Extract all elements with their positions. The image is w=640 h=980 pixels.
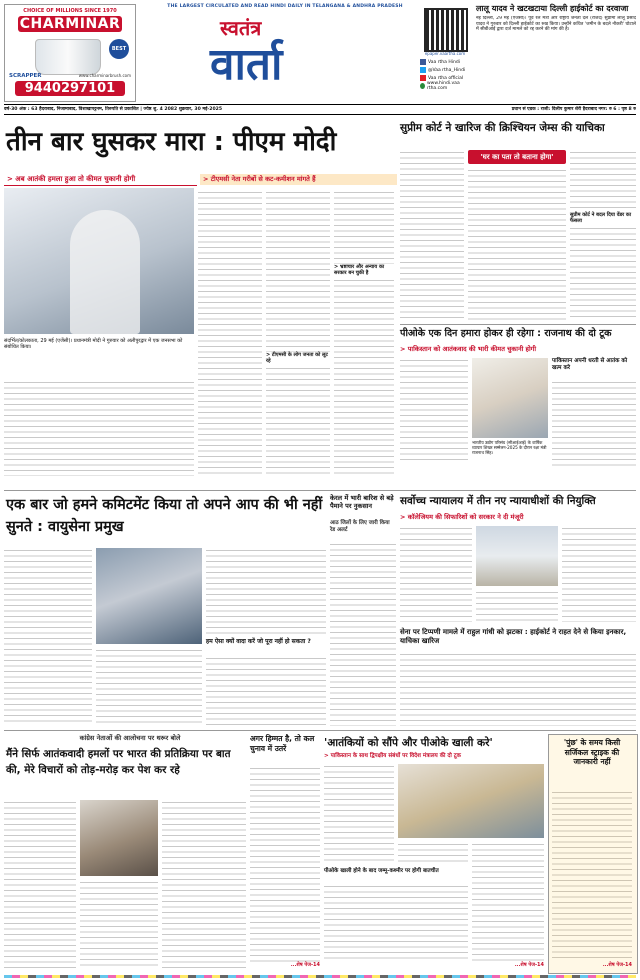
scraper-image (35, 39, 101, 75)
price-info: प्रधान सं एडक : राजी: दिलीप कुमार शेरी हैदराबाद नगर: रु 6 : पृष्ठ 8 रु (511, 107, 636, 112)
ad-website: www.charminarbrush.com (78, 73, 131, 78)
tharoor-col-1 (4, 800, 76, 970)
lead-caption: संदर्भित/कोलकाता, 29 मई (एजेंसी)। प्रधानमंत्री मोदी ने गुरुवार को अलीपुरद्वार में एक जनसभा को संबोधित किया। (4, 338, 183, 350)
iaf-chief-photo (96, 548, 202, 644)
lalu-headline: लालू यादव ने खटखटाया दिल्ली हाईकोर्ट का दरवाजा (476, 4, 629, 13)
kerala-headline[interactable]: केरल में भारी बारिश से बड़े पैमाने पर नुकसान (330, 494, 394, 510)
lead-col-4 (334, 190, 394, 476)
charminar-ad[interactable] (4, 4, 136, 102)
social-facebook[interactable] (420, 58, 472, 66)
sc-divider (400, 324, 636, 325)
lead-headline[interactable]: तीन बार घुसकर मारा : पीएम मोदी (6, 127, 337, 157)
info-strip-bottom (4, 114, 636, 115)
pak-col-2 (398, 842, 468, 864)
iaf-col-3 (206, 548, 326, 636)
info-strip (4, 104, 636, 105)
punch-body (552, 790, 632, 960)
masthead-logo (170, 14, 420, 90)
sc-col-3 (570, 150, 636, 210)
mid-divider (4, 490, 636, 491)
hawa-headline[interactable]: अगर हिम्मत है, तो कल चुनाव में उतरें (250, 734, 315, 753)
tharoor-kicker: कांग्रेस नेताओं की आलोचना पर थरूर बोले (79, 734, 181, 742)
judges-col-3 (562, 526, 636, 622)
pak-headline[interactable]: 'आतंकियों को सौंपे और पीओके खाली करे' (324, 737, 493, 749)
tharoor-photo (80, 800, 158, 876)
iaf-col-3b (206, 656, 326, 726)
lead-caption-more (4, 380, 194, 476)
ad-phone[interactable]: 9440297101 (15, 81, 125, 96)
iaf-headline[interactable]: एक बार जो हमने कमिटमेंट किया तो अपने आप की भी नहीं सुनते : वायुसेना प्रमुख (6, 497, 323, 535)
sc-sub: सुप्रीम कोर्ट ने बदल दिया वेंडर का फैसला (570, 212, 632, 224)
supreme-court-photo (476, 526, 558, 586)
hawa-body (250, 766, 320, 962)
sc-col-1 (400, 150, 464, 320)
pok-kicker: > पाकिस्तान को आतंकवाद की भारी कीमत चुकानी होगी (400, 345, 536, 353)
pak-kicker: > पाकिस्तान के साथ द्विपक्षीय संबंधों पर विदेश मंत्रालय की दो टूक (324, 753, 461, 759)
ad-tagline: CHOICE OF MILLIONS SINCE 1970 (23, 8, 117, 14)
pok-col-3 (552, 380, 636, 470)
social-links (420, 58, 472, 90)
social-twitter-label: @Vaa rtha_Hindi (428, 67, 466, 73)
judges-headline[interactable]: सर्वोच्च न्यायालय में तीन नए न्यायाधीशों की नियुक्ति (400, 495, 596, 507)
youtube-icon (420, 75, 426, 81)
sc-col-3b (570, 226, 636, 320)
rahul-body (400, 652, 636, 726)
lead-sub-2: > टीएमसी के लोग जनता को लूट रहे (266, 352, 330, 364)
ad-product: SCRAPPER (9, 73, 42, 79)
judges-col-2 (476, 590, 558, 622)
mea-spokesperson-photo (398, 764, 544, 838)
sc-headline[interactable]: सुप्रीम कोर्ट ने खारिज की क्रिश्चियन जेम्स की याचिका (400, 122, 605, 134)
tharoor-col-2 (80, 880, 158, 970)
modi-figure (70, 210, 140, 334)
lead-kicker-left: > अब आतंकी हमला हुआ तो कीमत चुकानी होगी (4, 174, 197, 186)
ad-brand: CHARMINAR (19, 16, 121, 32)
lalu-story (476, 4, 636, 104)
punch-headline[interactable]: 'पुंछ' के समय किसी सर्जिकल स्ट्राइक की जानकारी नहीं (563, 738, 621, 766)
pak-col-1b (324, 884, 468, 962)
lalu-body: नई दिल्ली, 29 मई (एजेंसी)। पूर्व रेल मंत्री और राष्ट्रीय जनता दल (राजद) सुप्रीमो लालू प्रसाद यादव ने गुरुवार को दिल्ली हाईकोर्ट का रुख किया। उन्होंने कथित 'जमीन के बदले नौकरी' घोटाले में सीबीआई द्वारा दर्ज मामले को रद्द करने की मांग की है। (476, 16, 636, 33)
pok-col-1 (400, 358, 468, 464)
lead-kicker-right: > टीएमसी नेता गरीबों से कट-कमीशन मांगते हैं (200, 174, 397, 185)
qr-code-icon[interactable] (424, 8, 468, 52)
judges-kicker: > कॉलेजियम की सिफारिशों को सरकार ने दी मंजूरी (400, 513, 524, 521)
lead-col-3 (266, 190, 330, 476)
pok-headline[interactable]: पीओके एक दिन हमारा होकर ही रहेगा : राजनाथ की दो टूक (400, 328, 612, 339)
lead-sub-3: > भ्रष्टाचार और अन्याय का सरकार बन चुकी है (334, 264, 394, 276)
hawa-cont[interactable]: ...शेष पेज-14 (290, 962, 320, 968)
sc-quote: 'घर का पता तो बताना होगा' (468, 150, 566, 164)
pak-sub: पीओके खाली होने के बाद जम्मू-कश्मीर पर होगी बातचीत (324, 868, 439, 874)
kerala-body (330, 542, 396, 726)
registration-strip (4, 975, 636, 978)
best-badge-icon: BEST (109, 39, 129, 59)
masthead-title-a: स्वतंत्र (220, 16, 262, 40)
punch-cont[interactable]: ...शेष पेज-14 (602, 962, 632, 968)
pak-cont[interactable]: ...शेष पेज-14 (514, 962, 544, 968)
pok-caption: भारतीय उद्योग परिसंघ (सीआईआई) के वार्षिक व्यापार शिखर सम्मेलन-2025 के दौरान रक्षा मंत्री राजनाथ सिंह। (472, 440, 547, 455)
kerala-sub: आठ जिलों के लिए जारी किया रेड अलर्ट (330, 520, 390, 533)
lower-divider (4, 730, 636, 731)
social-twitter[interactable] (420, 66, 472, 74)
judges-sub[interactable]: सेना पर टिप्पणी मामले में राहुल गांधी को झटका : हाईकोर्ट ने राहत देने से किया इनकार, याचिका खारिज (400, 628, 627, 645)
masthead-title-b: वार्ता (210, 39, 283, 90)
twitter-icon (420, 67, 426, 73)
tharoor-headline[interactable]: मैंने सिर्फ आतंकवादी हमलों पर भारत की प्रतिक्रिया पर बात की, मेरे विचारों को तोड़-मरोड़ कर पेश कर रहे (6, 748, 231, 776)
iaf-col-1 (4, 548, 92, 726)
globe-icon (420, 83, 425, 89)
social-web-label: www.hindi.vaa rtha.com (426, 81, 460, 91)
pok-sub: पाकिस्तान अपनी धरती से आतंक को खत्म करे (552, 358, 628, 371)
facebook-icon (420, 59, 426, 65)
edition-info: वर्ष-30 अंक : 63 हैदराबाद, निजामाबाद, विशाखापट्टनम, तिरुपति से प्रकाशित | ज्येष्ठ शु. 4 2082 शुक्रवार, 30 मई-2025 (4, 107, 223, 112)
sc-col-2 (468, 168, 566, 320)
masthead-top-tag: THE LARGEST CIRCULATED AND READ HINDI DAILY IN TELANGANA & ANDHRA PRADESH (167, 4, 403, 9)
tharoor-col-3 (162, 800, 246, 970)
lead-col-2 (198, 190, 262, 476)
judges-col-1 (400, 526, 472, 622)
social-youtube-label: Vaa rtha official (428, 75, 464, 81)
pak-col-3 (472, 842, 544, 962)
qr-caption: epaper.vaartha.com (424, 51, 466, 56)
pak-col-1 (324, 764, 394, 864)
social-facebook-label: Vaa rtha Hindi (428, 59, 460, 65)
iaf-sub: हम ऐसा क्यों वादा करें जो पूरा नहीं हो सकता ? (206, 638, 311, 645)
rajnath-photo (472, 358, 548, 438)
social-web[interactable] (420, 82, 472, 90)
iaf-col-2 (96, 648, 202, 726)
